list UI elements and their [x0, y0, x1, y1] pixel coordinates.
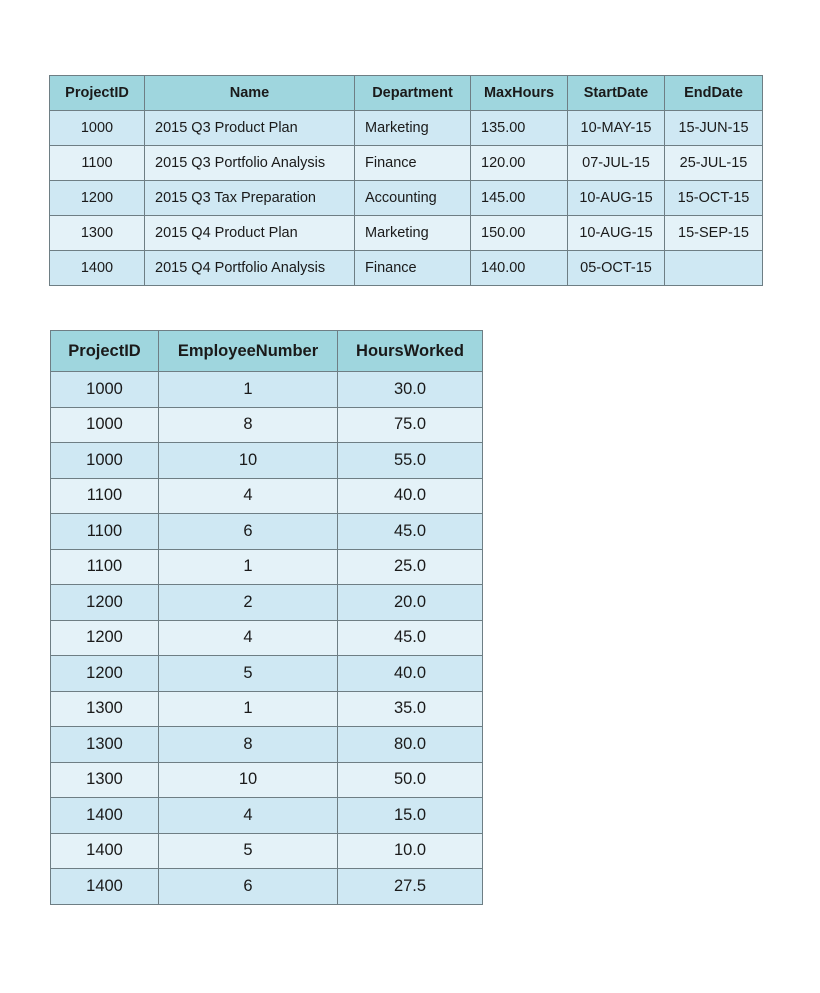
max-hours-cell: 140.00: [471, 251, 568, 286]
start-date-cell: 05-OCT-15: [568, 251, 665, 286]
employee-number-cell: 4: [159, 478, 338, 514]
end-date-cell: 15-OCT-15: [665, 181, 763, 216]
employee-number-cell: 8: [159, 407, 338, 443]
hours-worked-cell: 10.0: [338, 833, 483, 869]
start-date-cell: 10-MAY-15: [568, 111, 665, 146]
table-row: [50, 146, 763, 181]
column-header-start-date: StartDate: [568, 76, 665, 111]
project-id-cell: 1200: [51, 620, 159, 656]
employee-number-cell: 4: [159, 798, 338, 834]
project-id-cell: 1400: [50, 251, 145, 286]
table-row: [51, 762, 483, 798]
table-row: [51, 620, 483, 656]
table-row: [51, 798, 483, 834]
end-date-cell: 25-JUL-15: [665, 146, 763, 181]
project-id-cell: 1000: [51, 372, 159, 408]
employee-number-cell: 2: [159, 585, 338, 621]
table-row: [50, 216, 763, 251]
hours-worked-cell: 45.0: [338, 620, 483, 656]
column-header-project-id: ProjectID: [50, 76, 145, 111]
hours-worked-cell: 35.0: [338, 691, 483, 727]
hours-worked-cell: 50.0: [338, 762, 483, 798]
employee-number-cell: 8: [159, 727, 338, 763]
department-cell: Finance: [355, 146, 471, 181]
hours-worked-cell: 45.0: [338, 514, 483, 550]
hours-worked-cell: 30.0: [338, 372, 483, 408]
project-id-cell: 1100: [51, 514, 159, 550]
end-date-cell: 15-SEP-15: [665, 216, 763, 251]
hours-worked-cell: 20.0: [338, 585, 483, 621]
max-hours-cell: 145.00: [471, 181, 568, 216]
project-name-cell: 2015 Q4 Portfolio Analysis: [145, 251, 355, 286]
end-date-cell: 15-JUN-15: [665, 111, 763, 146]
hours-worked-cell: 55.0: [338, 443, 483, 479]
column-header-name: Name: [145, 76, 355, 111]
project-id-cell: 1200: [51, 656, 159, 692]
project-id-cell: 1200: [51, 585, 159, 621]
project-id-cell: 1400: [51, 833, 159, 869]
table-row: [51, 549, 483, 585]
column-header-hours-worked: HoursWorked: [338, 331, 483, 372]
project-name-cell: 2015 Q3 Portfolio Analysis: [145, 146, 355, 181]
employee-number-cell: 5: [159, 656, 338, 692]
column-header-department: Department: [355, 76, 471, 111]
project-id-cell: 1000: [51, 443, 159, 479]
employee-number-cell: 1: [159, 372, 338, 408]
start-date-cell: 07-JUL-15: [568, 146, 665, 181]
project-id-cell: 1000: [50, 111, 145, 146]
table-row: [50, 251, 763, 286]
project-id-cell: 1100: [51, 549, 159, 585]
project-id-cell: 1300: [51, 727, 159, 763]
table-row: [51, 443, 483, 479]
hours-worked-cell: 27.5: [338, 869, 483, 905]
hours-worked-cell: 15.0: [338, 798, 483, 834]
employee-number-cell: 10: [159, 443, 338, 479]
table-row: [51, 407, 483, 443]
assignment-table-body: [51, 372, 483, 905]
table-header-row: [50, 76, 763, 111]
hours-worked-cell: 25.0: [338, 549, 483, 585]
project-table: [49, 75, 763, 286]
table-row: [51, 833, 483, 869]
table-header-row: [51, 331, 483, 372]
project-name-cell: 2015 Q3 Tax Preparation: [145, 181, 355, 216]
column-header-end-date: EndDate: [665, 76, 763, 111]
end-date-cell: [665, 251, 763, 286]
employee-number-cell: 10: [159, 762, 338, 798]
department-cell: Marketing: [355, 111, 471, 146]
employee-number-cell: 5: [159, 833, 338, 869]
max-hours-cell: 150.00: [471, 216, 568, 251]
project-id-cell: 1100: [51, 478, 159, 514]
table-row: [50, 181, 763, 216]
column-header-project-id: ProjectID: [51, 331, 159, 372]
project-name-cell: 2015 Q3 Product Plan: [145, 111, 355, 146]
table-row: [51, 691, 483, 727]
hours-worked-cell: 40.0: [338, 656, 483, 692]
employee-number-cell: 6: [159, 514, 338, 550]
project-id-cell: 1400: [51, 798, 159, 834]
project-id-cell: 1200: [50, 181, 145, 216]
department-cell: Finance: [355, 251, 471, 286]
project-name-cell: 2015 Q4 Product Plan: [145, 216, 355, 251]
employee-number-cell: 1: [159, 549, 338, 585]
department-cell: Accounting: [355, 181, 471, 216]
employee-number-cell: 1: [159, 691, 338, 727]
department-cell: Marketing: [355, 216, 471, 251]
table-row: [51, 656, 483, 692]
hours-worked-cell: 40.0: [338, 478, 483, 514]
table-row: [51, 514, 483, 550]
project-id-cell: 1300: [50, 216, 145, 251]
column-header-employee-number: EmployeeNumber: [159, 331, 338, 372]
start-date-cell: 10-AUG-15: [568, 216, 665, 251]
project-id-cell: 1300: [51, 762, 159, 798]
column-header-max-hours: MaxHours: [471, 76, 568, 111]
table-row: [51, 869, 483, 905]
table-row: [51, 372, 483, 408]
start-date-cell: 10-AUG-15: [568, 181, 665, 216]
table-row: [51, 727, 483, 763]
table-row: [51, 585, 483, 621]
project-id-cell: 1000: [51, 407, 159, 443]
hours-worked-cell: 75.0: [338, 407, 483, 443]
max-hours-cell: 120.00: [471, 146, 568, 181]
employee-number-cell: 6: [159, 869, 338, 905]
project-id-cell: 1100: [50, 146, 145, 181]
max-hours-cell: 135.00: [471, 111, 568, 146]
project-id-cell: 1300: [51, 691, 159, 727]
assignment-table: [50, 330, 483, 905]
table-row: [51, 478, 483, 514]
employee-number-cell: 4: [159, 620, 338, 656]
project-id-cell: 1400: [51, 869, 159, 905]
hours-worked-cell: 80.0: [338, 727, 483, 763]
table-row: [50, 111, 763, 146]
